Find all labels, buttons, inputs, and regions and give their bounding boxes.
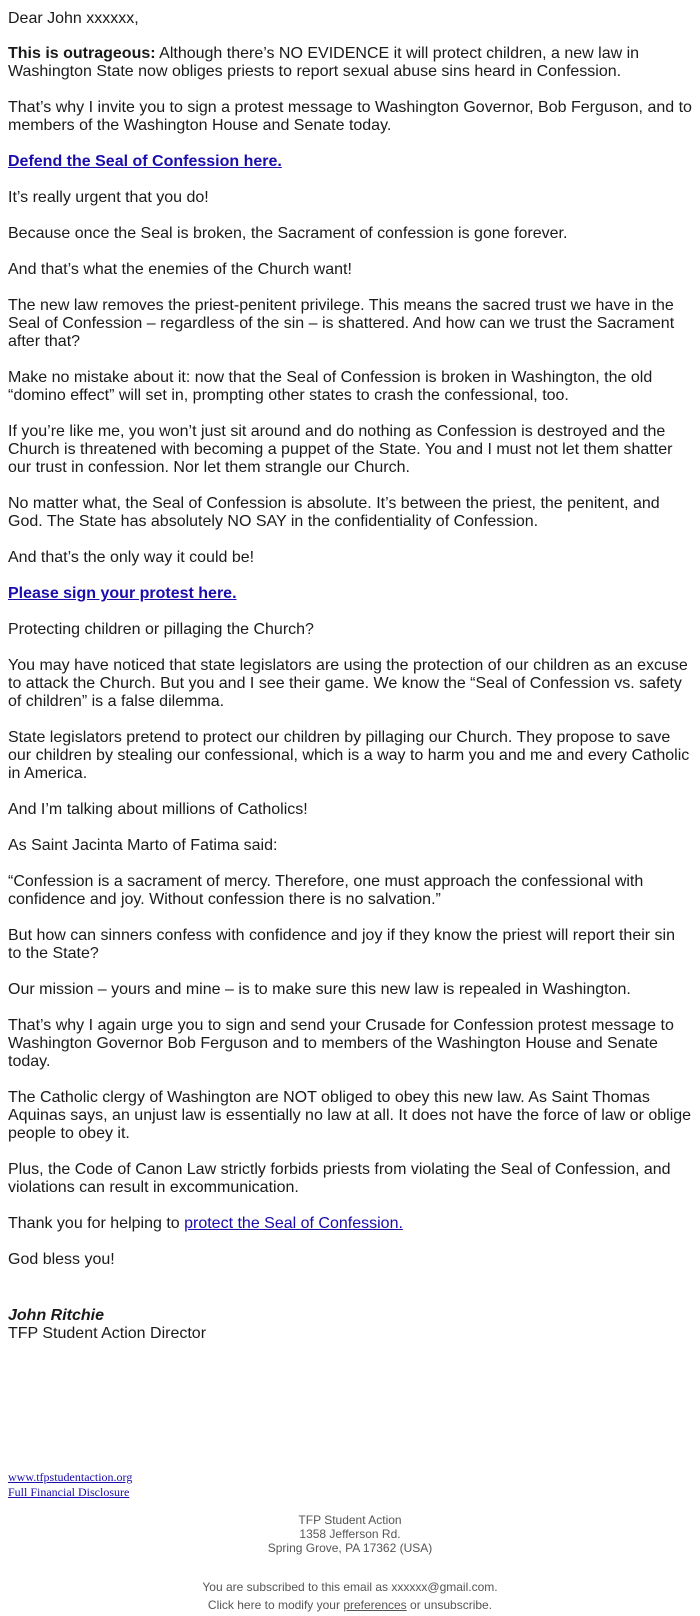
mission-paragraph: Our mission – yours and mine – is to make sure this new law is repealed in Washington.: [8, 981, 631, 998]
thanks-paragraph: [8, 1215, 692, 1233]
quote-paragraph: “Confession is a sacrament of mercy. Therefore, one must approach the confessional with confidence and joy. Without confession there is no salvation.”: [8, 873, 644, 908]
because-paragraph: Because once the Seal is broken, the Sacrament of confession is gone forever.: [8, 225, 568, 242]
intro-paragraph: [8, 45, 692, 81]
sign-protest-link[interactable]: Please sign your protest here.: [8, 585, 237, 602]
signature-title: TFP Student Action Director: [8, 1325, 207, 1342]
modify-suffix: or unsubscribe.: [406, 1598, 493, 1612]
signature: [8, 1307, 692, 1343]
blessing: God bless you!: [8, 1251, 115, 1268]
website-link[interactable]: www.tfpstudentaction.org: [8, 1470, 133, 1484]
footer-links: [8, 1470, 132, 1500]
defend-seal-link[interactable]: Defend the Seal of Confession here.: [8, 153, 282, 170]
like-me-paragraph: If you’re like me, you won’t just sit around and do nothing as Confession is destroyed and the Church is threatened with becoming a puppet of the State. You and I must not let them shatter our trust in confession. Nor let them strangle our Church.: [8, 423, 673, 476]
protect-seal-link[interactable]: protect the Seal of Confession.: [184, 1215, 403, 1232]
saint-intro-paragraph: As Saint Jacinta Marto of Fatima said:: [8, 837, 278, 854]
org-name: TFP Student Action: [298, 1513, 402, 1527]
subscribed-text: You are subscribed to this email as xxxxxx@gmail.com.: [202, 1580, 498, 1594]
cta-paragraph-2: [8, 585, 692, 603]
canon-paragraph: Plus, the Code of Canon Law strictly forbids priests from violating the Seal of Confession, and violations can result in excommunication.: [8, 1161, 671, 1196]
sinners-paragraph: But how can sinners confess with confidence and joy if they know the priest will report their sin to the State?: [8, 927, 675, 962]
greeting: Dear John xxxxxx,: [8, 10, 139, 27]
only-way-paragraph: And that’s the only way it could be!: [8, 549, 255, 566]
intro-lead: This is outrageous:: [8, 45, 156, 62]
millions-paragraph: And I’m talking about millions of Catholics!: [8, 801, 308, 818]
law-paragraph: The new law removes the priest-penitent privilege. This means the sacred trust we have in the Seal of Confession – regardless of the sin – is shattered. And how can we trust the Sacrament after that?: [8, 297, 675, 350]
enemies-paragraph: And that’s what the enemies of the Church want!: [8, 261, 352, 278]
intro-text: Although there’s NO EVIDENCE it will protect children, a new law in Washington State now obliges priests to report sexual abuse sins heard in Confession.: [8, 45, 640, 80]
org-address: [0, 1513, 700, 1555]
org-city: Spring Grove, PA 17362 (USA): [267, 1541, 433, 1555]
preferences-link[interactable]: preferences: [343, 1598, 407, 1612]
pretend-paragraph: State legislators pretend to protect our children by pillaging our Church. They propose to save our children by stealing our confessional, which is a way to harm you and me and every Catholic in America.: [8, 729, 690, 782]
signature-name: John Ritchie: [8, 1307, 105, 1324]
noticed-paragraph: You may have noticed that state legislators are using the protection of our children as an excuse to attack the Church. But you and I see their game. We know the “Seal of Confession vs. safety of children” is a false dilemma.: [8, 657, 688, 710]
question-paragraph: Protecting children or pillaging the Church?: [8, 621, 314, 638]
cta-paragraph-1: [8, 153, 692, 171]
org-street: 1358 Jefferson Rd.: [299, 1527, 401, 1541]
thanks-prefix: Thank you for helping to: [8, 1215, 185, 1232]
urge-paragraph: That’s why I again urge you to sign and send your Crusade for Confession protest message to Washington Governor Bob Ferguson and to members of the Washington House and Senate today.: [8, 1017, 674, 1070]
urgent-paragraph: It’s really urgent that you do!: [8, 189, 209, 206]
modify-line: [0, 1596, 700, 1614]
domino-paragraph: Make no mistake about it: now that the Seal of Confession is broken in Washington, the old “domino effect” will set in, prompting other states to crash the confessional, too.: [8, 369, 653, 404]
absolute-paragraph: No matter what, the Seal of Confession is absolute. It’s between the priest, the penitent, and God. The State has absolutely NO SAY in the confidentiality of Confession.: [8, 495, 660, 530]
financial-disclosure-link[interactable]: Full Financial Disclosure: [8, 1485, 130, 1499]
clergy-paragraph: The Catholic clergy of Washington are NOT obliged to obey this new law. As Saint Thomas Aquinas says, an unjust law is essentially no law at all. It does not have the force of law or oblige people to obey it.: [8, 1089, 692, 1142]
invite-paragraph: That’s why I invite you to sign a protest message to Washington Governor, Bob Ferguson, and to members of the Washington House and Senate today.: [8, 99, 692, 134]
modify-prefix: Click here to modify your: [207, 1598, 344, 1612]
email-body: [8, 10, 692, 1343]
subscription-info: [0, 1578, 700, 1614]
